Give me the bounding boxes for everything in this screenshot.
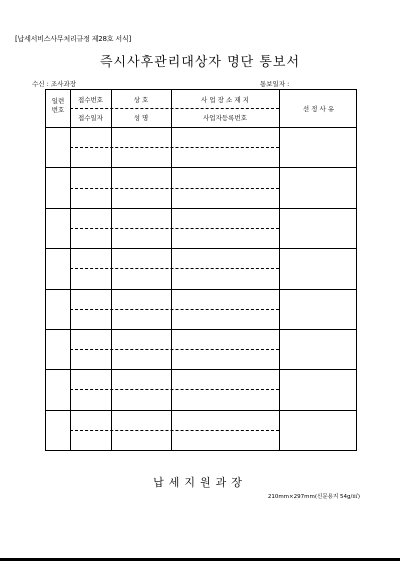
column-divider: [279, 90, 280, 450]
recipient-line: 수신 : 조사과장: [32, 80, 76, 88]
table-row: [46, 289, 356, 290]
column-divider: [111, 90, 112, 450]
header-business-location: 사 업 장 소 재 지: [200, 96, 249, 104]
table-row: [46, 167, 356, 168]
form-reference: [납세서비스사무처리규정 제28호 서식]: [15, 35, 132, 43]
row-dashed-divider: [70, 188, 279, 189]
column-divider: [171, 90, 172, 450]
row-dashed-divider: [70, 389, 279, 390]
header-name: 성 명: [133, 114, 149, 122]
table-row: [46, 329, 356, 330]
table-row: [46, 248, 356, 249]
table-row: [46, 208, 356, 209]
row-dashed-divider: [70, 268, 279, 269]
page-bottom-rule: [0, 558, 400, 561]
row-dashed-divider: [70, 147, 279, 148]
table-row: [46, 410, 356, 411]
header-divider: [70, 108, 279, 109]
header-trade-name: 상 호: [133, 96, 149, 104]
report-table: [45, 89, 357, 451]
row-dashed-divider: [70, 309, 279, 310]
row-dashed-divider: [70, 349, 279, 350]
header-serial-number: 일련 번호: [51, 97, 65, 114]
row-dashed-divider: [70, 228, 279, 229]
table-row: [46, 369, 356, 370]
document-title: 즉시사후관리대상자 명단 통보서: [99, 55, 301, 70]
footer-department: 납세지원과장: [153, 476, 247, 489]
header-receipt-date: 접수일자: [77, 114, 104, 122]
notification-date-label: 통보일자 :: [260, 80, 290, 88]
header-business-reg-number: 사업자등록번호: [203, 114, 247, 122]
table-row: [46, 127, 356, 128]
header-receipt-number: 접수번호: [77, 96, 104, 104]
header-selection-reason: 선 정 사 유: [302, 105, 335, 113]
row-dashed-divider: [70, 430, 279, 431]
paper-spec: 210mm×297mm(신문용지 54g/㎡): [267, 494, 360, 500]
column-divider: [70, 90, 71, 450]
